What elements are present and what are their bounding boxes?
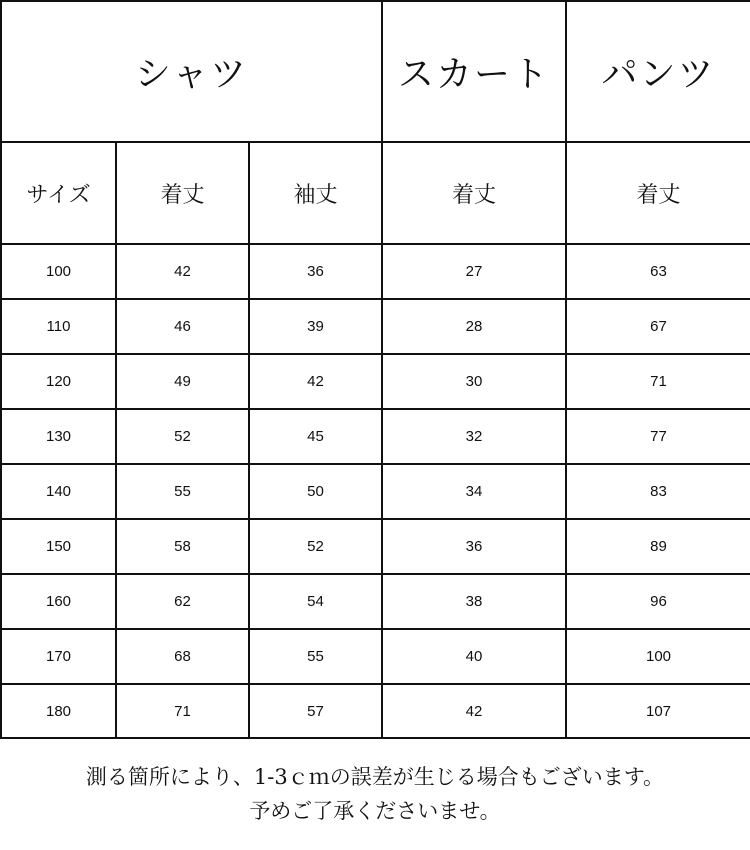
cell-pants-length: 67: [566, 299, 750, 354]
table-row: [1, 244, 750, 299]
table-row: [1, 409, 750, 464]
cell-size: 110: [1, 299, 116, 354]
cell-pants-length: 89: [566, 519, 750, 574]
cell-size: 100: [1, 244, 116, 299]
cell-pants-length: 100: [566, 629, 750, 684]
cell-shirt-length: 71: [116, 684, 249, 738]
cell-skirt-length: 32: [382, 409, 566, 464]
cell-shirt-length: 68: [116, 629, 249, 684]
table-row: [1, 354, 750, 409]
cell-size: 170: [1, 629, 116, 684]
cell-shirt-length: 46: [116, 299, 249, 354]
cell-shirt-sleeve: 54: [249, 574, 382, 629]
cell-size: 130: [1, 409, 116, 464]
cell-pants-length: 96: [566, 574, 750, 629]
sub-header-shirt-sleeve: 袖丈: [249, 142, 382, 244]
group-header-row: [1, 1, 750, 142]
cell-shirt-length: 62: [116, 574, 249, 629]
cell-shirt-sleeve: 42: [249, 354, 382, 409]
cell-size: 160: [1, 574, 116, 629]
table-row: [1, 519, 750, 574]
table-row: [1, 299, 750, 354]
cell-shirt-length: 42: [116, 244, 249, 299]
cell-shirt-sleeve: 36: [249, 244, 382, 299]
cell-shirt-sleeve: 50: [249, 464, 382, 519]
cell-skirt-length: 28: [382, 299, 566, 354]
cell-shirt-length: 52: [116, 409, 249, 464]
group-header-pants: パンツ: [566, 1, 750, 142]
note-line-1: 測る箇所により、1-3ｃｍの誤差が生じる場合もございます。: [85, 765, 665, 789]
cell-size: 140: [1, 464, 116, 519]
group-header-skirt: スカート: [382, 1, 566, 142]
sub-header-skirt-length: 着丈: [382, 142, 566, 244]
cell-shirt-sleeve: 57: [249, 684, 382, 738]
cell-skirt-length: 42: [382, 684, 566, 738]
cell-skirt-length: 27: [382, 244, 566, 299]
table-row: [1, 464, 750, 519]
cell-shirt-length: 49: [116, 354, 249, 409]
cell-size: 180: [1, 684, 116, 738]
cell-skirt-length: 38: [382, 574, 566, 629]
cell-skirt-length: 34: [382, 464, 566, 519]
sub-header-shirt-length: 着丈: [116, 142, 249, 244]
note-line-2: 予めご了承くださいませ。: [249, 799, 501, 823]
cell-shirt-sleeve: 52: [249, 519, 382, 574]
cell-pants-length: 71: [566, 354, 750, 409]
cell-shirt-sleeve: 39: [249, 299, 382, 354]
cell-size: 120: [1, 354, 116, 409]
cell-skirt-length: 40: [382, 629, 566, 684]
cell-pants-length: 83: [566, 464, 750, 519]
cell-pants-length: 77: [566, 409, 750, 464]
cell-shirt-sleeve: 45: [249, 409, 382, 464]
table-row: [1, 684, 750, 738]
cell-size: 150: [1, 519, 116, 574]
group-header-shirt: シャツ: [1, 1, 382, 142]
sub-header-row: [1, 142, 750, 244]
measurement-note: [0, 760, 750, 828]
cell-skirt-length: 36: [382, 519, 566, 574]
cell-shirt-length: 58: [116, 519, 249, 574]
sub-header-pants-length: 着丈: [566, 142, 750, 244]
cell-pants-length: 63: [566, 244, 750, 299]
cell-shirt-length: 55: [116, 464, 249, 519]
cell-shirt-sleeve: 55: [249, 629, 382, 684]
table-row: [1, 574, 750, 629]
cell-pants-length: 107: [566, 684, 750, 738]
table-row: [1, 629, 750, 684]
cell-skirt-length: 30: [382, 354, 566, 409]
sub-header-size: サイズ: [1, 142, 116, 244]
